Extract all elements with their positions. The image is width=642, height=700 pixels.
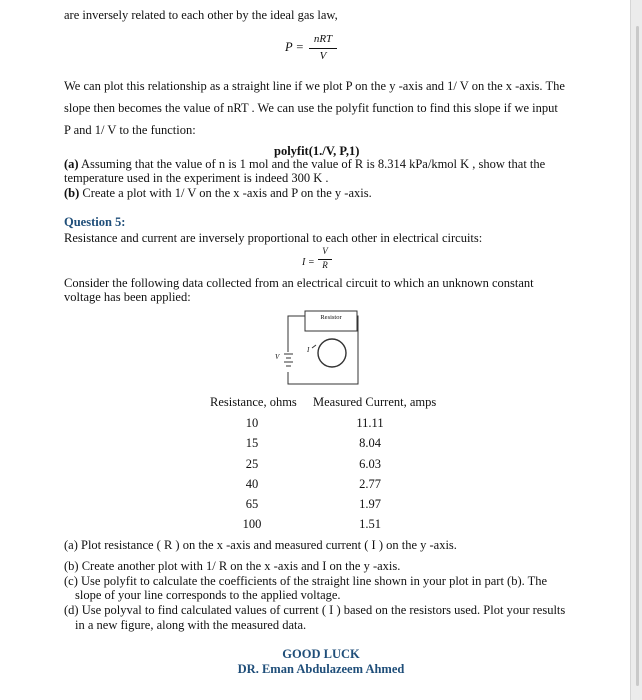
task-b: (b) Create another plot with 1/ R on the x -axis and I on the y -axis. — [64, 559, 401, 573]
formula-denominator: R — [322, 260, 328, 270]
intro-line: are inversely related to each other by the ideal gas law, — [64, 8, 338, 22]
current-value: 6.03 — [359, 457, 381, 471]
resistance-value: 10 — [245, 416, 259, 430]
current-value: 8.04 — [359, 436, 381, 450]
question-5-line: Consider the following data collected from an electrical circuit to which an unknown constant — [64, 276, 534, 290]
current-arrow — [312, 345, 316, 348]
question-a-text: Assuming that the value of n is 1 mol and the value of R is 8.314 kPa/kmol K , show that the — [81, 157, 546, 171]
paragraph-line: slope then becomes the value of nRT . We can use the polyfit function to find this slope if we input — [64, 101, 558, 115]
resistance-value: 100 — [242, 517, 262, 531]
question-b-text: Create a plot with 1/ V on the x -axis and P on the y -axis. — [82, 186, 372, 200]
current-value: 11.11 — [356, 416, 384, 430]
table-header-resistance: Resistance, ohms — [210, 395, 297, 409]
formula-lhs: P = — [285, 40, 304, 54]
circuit-diagram — [272, 308, 372, 390]
formula-denominator: V — [319, 50, 327, 62]
question-5-line: voltage has been applied: — [64, 290, 191, 304]
current-value: 2.77 — [359, 477, 381, 491]
task-c: (c) Use polyfit to calculate the coefficients of the straight line shown in your plot in part (b). The — [64, 574, 548, 588]
author-name: DR. Eman Abdulazeem Ahmed — [237, 662, 405, 676]
good-luck: GOOD LUCK — [282, 647, 360, 661]
scrollbar[interactable] — [636, 26, 639, 686]
task-c-continued: slope of your line corresponds to the applied voltage. — [75, 588, 341, 602]
resistance-value: 65 — [245, 497, 259, 511]
current-value: 1.51 — [359, 517, 381, 531]
table-header-current: Measured Current, amps — [313, 395, 437, 409]
question-a-label: (a) — [64, 157, 79, 171]
resistance-value: 15 — [245, 436, 259, 450]
question-b — [64, 186, 372, 201]
formula-numerator: V — [322, 246, 328, 256]
paragraph-line: P and 1/ V to the function: — [64, 123, 196, 137]
formula-lhs: I = — [302, 257, 315, 268]
question-5-intro: Resistance and current are inversely proportional to each other in electrical circuits: — [64, 231, 483, 245]
page-edge — [630, 0, 642, 700]
task-d-continued: in a new figure, along with the measured data. — [75, 618, 307, 632]
resistance-value: 25 — [245, 457, 259, 471]
task-a: (a) Plot resistance ( R ) on the x -axis and measured current ( I ) on the y -axis. — [64, 538, 457, 552]
current-value: 1.97 — [359, 497, 381, 511]
resistance-value: 40 — [245, 477, 259, 491]
question-b-label: (b) — [64, 186, 80, 200]
task-d: (d) Use polyval to find calculated values of current ( I ) based on the resistors used. Plot your results — [64, 603, 566, 617]
question-5-heading: Question 5: — [64, 215, 126, 229]
current-label: I — [307, 346, 310, 354]
formula-numerator: nRT — [313, 33, 333, 45]
question-a — [64, 157, 545, 172]
resistor-label: Resistor — [320, 314, 342, 321]
question-a-continued: temperature used in the experiment is indeed 300 K . — [64, 171, 329, 185]
voltage-label: V — [275, 353, 280, 361]
paragraph-line: We can plot this relationship as a straight line if we plot P on the y -axis and 1/ V on the x -axis. The — [64, 79, 565, 93]
polyfit-code: polyfit(1./V, P,1) — [274, 144, 360, 158]
current-loop — [318, 339, 346, 367]
fraction-bar — [309, 48, 337, 49]
